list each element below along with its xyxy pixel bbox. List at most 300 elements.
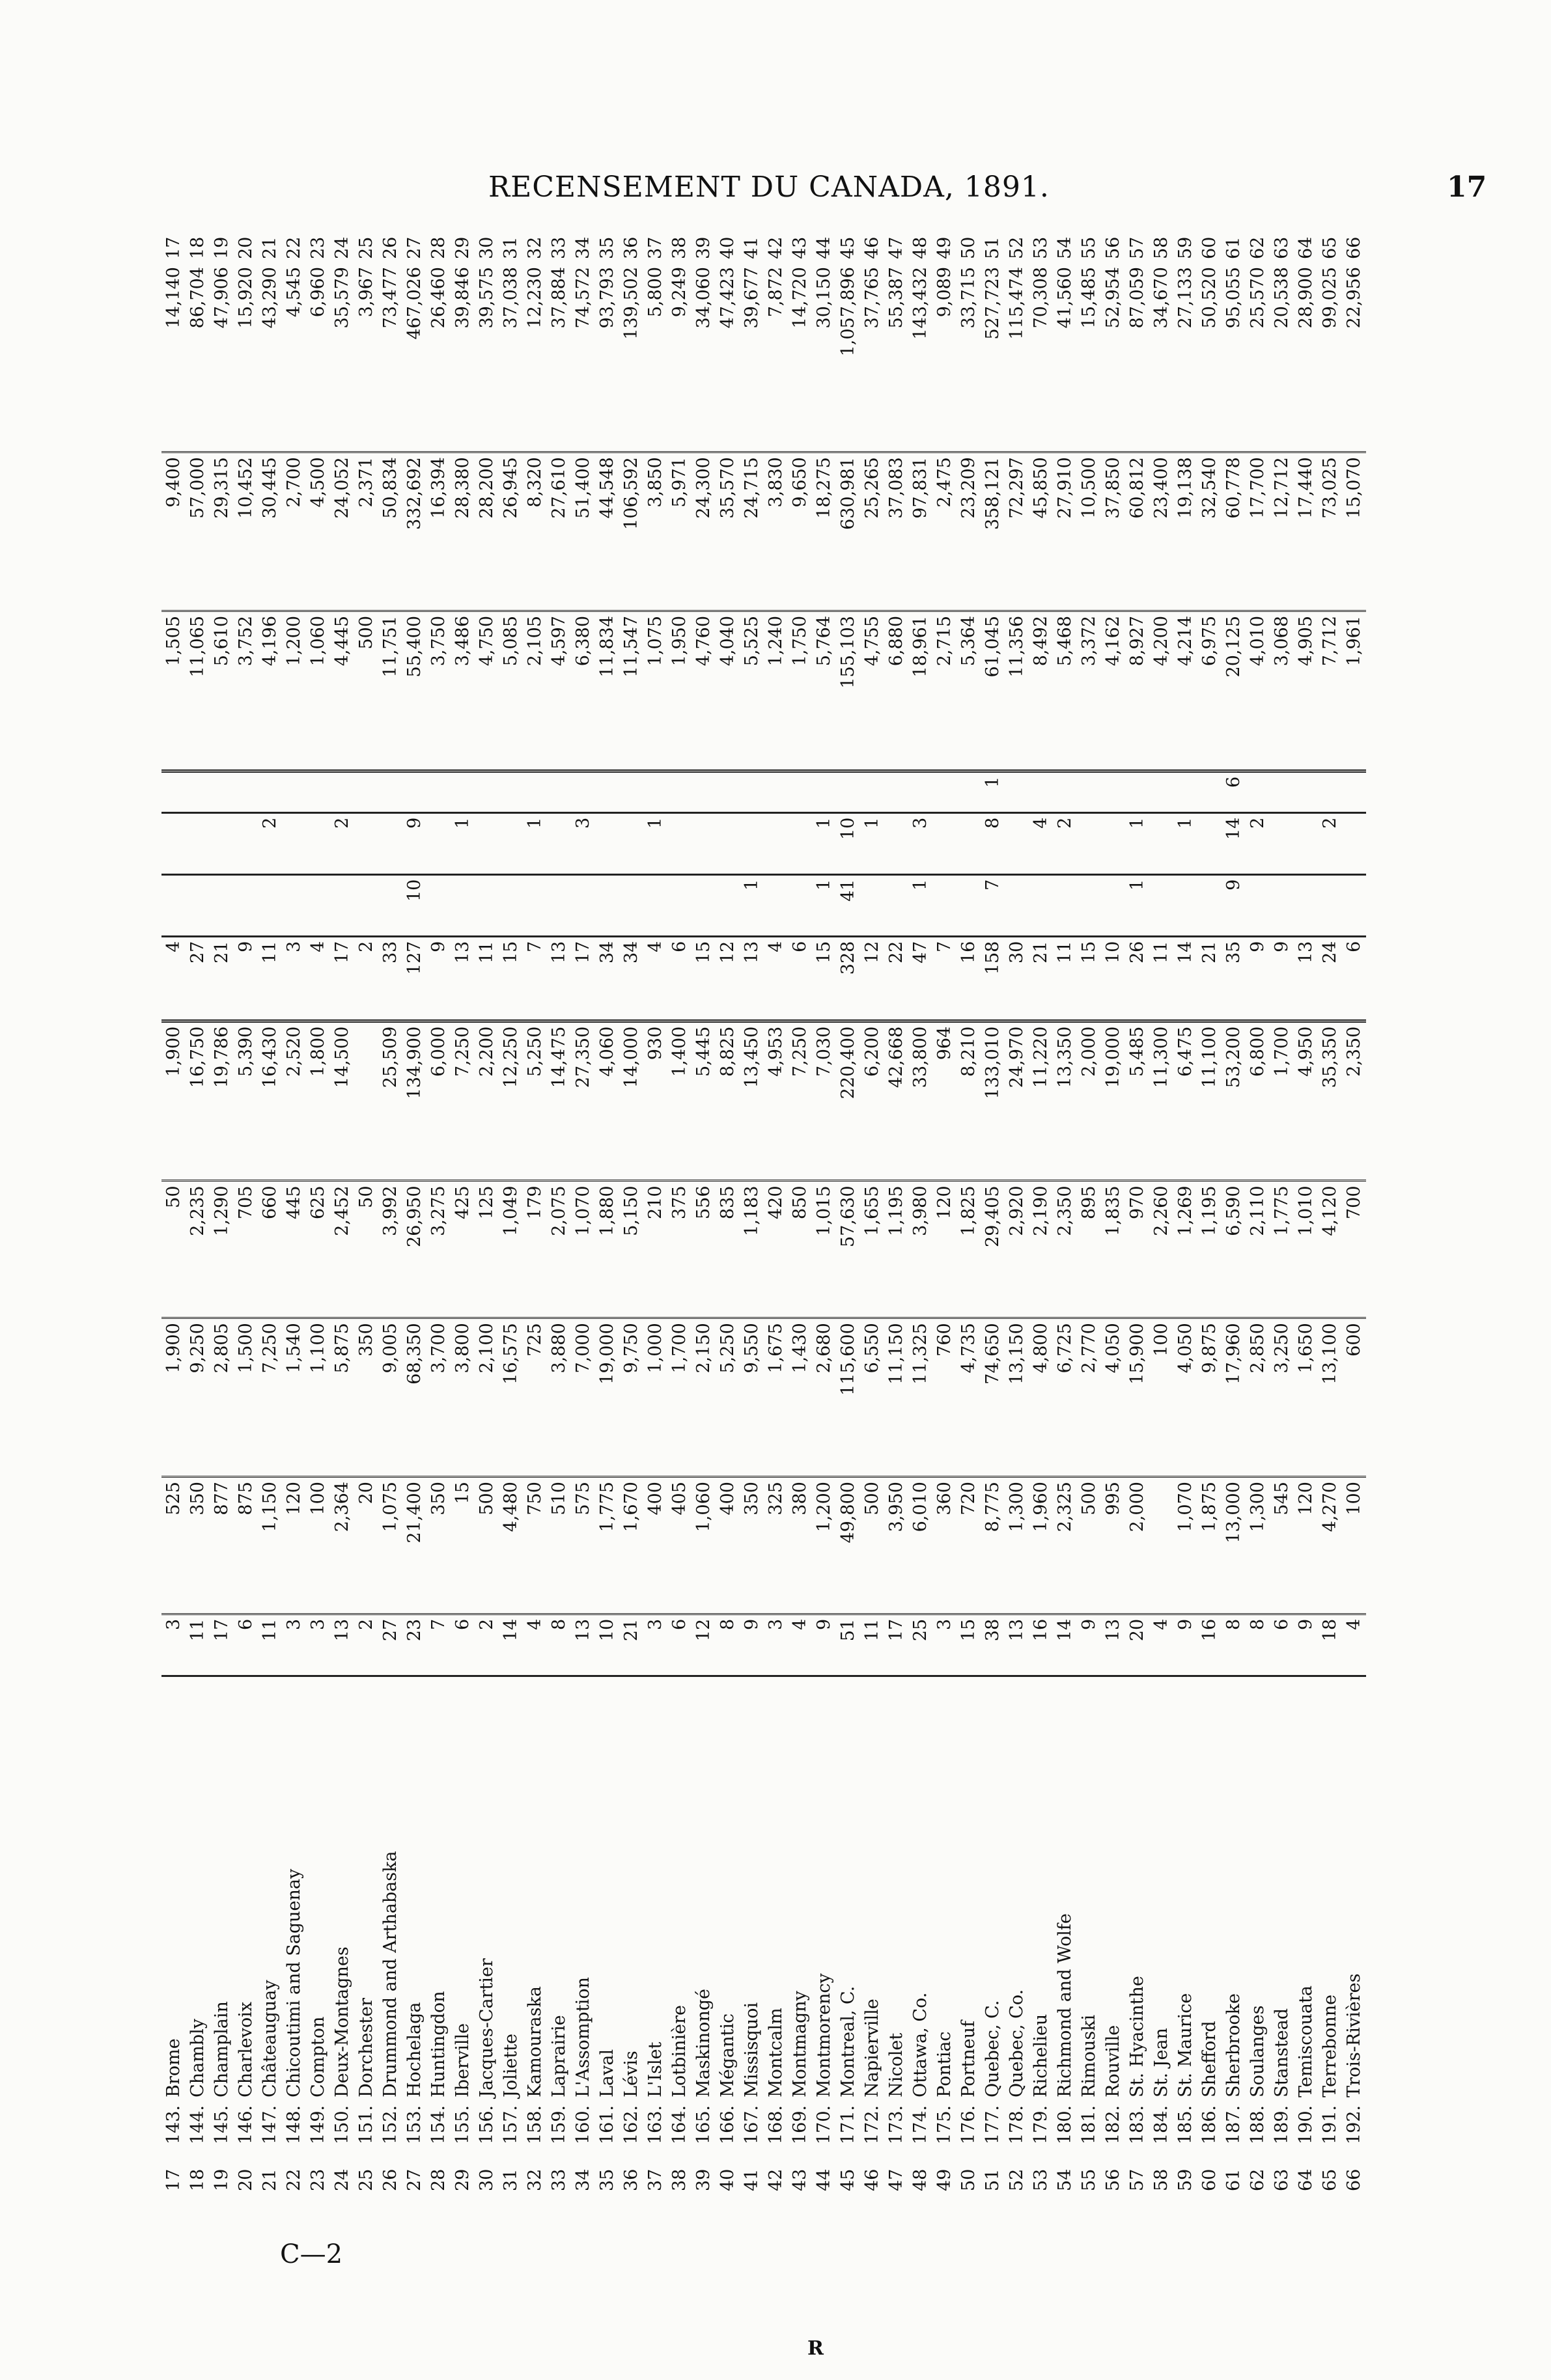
col-7 — [306, 874, 330, 936]
district-name: Montreal, C. — [838, 1986, 858, 2097]
col-8: 3 — [571, 812, 595, 874]
line-number-right: 40 — [718, 236, 738, 259]
col-8 — [234, 812, 258, 874]
col-4: 50 — [161, 1181, 186, 1318]
district-number: 156. — [477, 2105, 497, 2144]
col-11: 50,834 — [378, 452, 402, 611]
col-10: 4,010 — [1246, 611, 1270, 771]
col-11: 16,394 — [426, 452, 451, 611]
col-8: 8 — [981, 812, 1005, 874]
col-11: 29,315 — [210, 452, 234, 611]
col-11: 332,692 — [402, 452, 426, 611]
district-name: Lévis — [621, 2051, 641, 2097]
col-4: 1,195 — [1197, 1181, 1222, 1318]
col-2: 1,960 — [1029, 1477, 1053, 1614]
col-10: 3,750 — [426, 611, 451, 771]
col-3: 1,430 — [788, 1318, 812, 1477]
col-4: 1,290 — [210, 1181, 234, 1318]
col-6: 14 — [1173, 936, 1197, 1021]
col-8: 10 — [836, 812, 860, 874]
col-1: 4 — [523, 1614, 547, 1676]
district-number: 170. — [814, 2105, 834, 2144]
line-number: 49 — [934, 2168, 955, 2191]
col-12: 25,570 — [1246, 263, 1270, 452]
col-11: 45,850 — [1029, 452, 1053, 611]
col-11: 28,200 — [475, 452, 499, 611]
line-number: 55 — [1079, 2168, 1099, 2191]
col-11: 37,083 — [884, 452, 908, 611]
col-9 — [258, 771, 282, 812]
col-10: 1,950 — [667, 611, 692, 771]
line-number: 50 — [958, 2168, 979, 2191]
col-2: 995 — [1101, 1477, 1125, 1614]
col-1: 15 — [957, 1614, 981, 1676]
district-number: 148. — [284, 2105, 304, 2144]
district-number: 143. — [163, 2105, 184, 2144]
col-7 — [860, 874, 884, 936]
col-1: 13 — [1005, 1614, 1029, 1676]
table-row — [354, 216, 378, 2195]
table-row — [1342, 216, 1366, 2195]
col-6: 3 — [282, 936, 306, 1021]
col-12: 93,793 — [595, 263, 619, 452]
line-number: 40 — [718, 2168, 738, 2191]
col-2: 500 — [860, 1477, 884, 1614]
col-8: 1 — [1173, 812, 1197, 874]
district-number: 190. — [1296, 2105, 1316, 2144]
col-5: 14,000 — [619, 1021, 643, 1181]
col-6: 12 — [716, 936, 740, 1021]
col-4: 125 — [475, 1181, 499, 1318]
col-5: 2,200 — [475, 1021, 499, 1181]
col-6: 33 — [378, 936, 402, 1021]
col-2: 750 — [523, 1477, 547, 1614]
col-1: 3 — [306, 1614, 330, 1676]
col-4: 1,010 — [1294, 1181, 1318, 1318]
table-row — [1197, 216, 1222, 2195]
col-12: 14,140 — [161, 263, 186, 452]
col-3: 725 — [523, 1318, 547, 1477]
col-7 — [571, 874, 595, 936]
col-5: 2,000 — [1077, 1021, 1101, 1181]
line-number-right: 21 — [260, 236, 280, 259]
col-2: 325 — [764, 1477, 788, 1614]
col-10: 11,751 — [378, 611, 402, 771]
col-5: 6,475 — [1173, 1021, 1197, 1181]
col-6: 47 — [908, 936, 932, 1021]
col-7 — [1318, 874, 1342, 936]
line-number-right: 33 — [549, 236, 569, 259]
col-2: 360 — [932, 1477, 957, 1614]
col-4: 3,275 — [426, 1181, 451, 1318]
col-1: 14 — [1053, 1614, 1077, 1676]
col-9 — [354, 771, 378, 812]
col-3: 9,550 — [740, 1318, 764, 1477]
line-number-right: 64 — [1296, 236, 1316, 259]
col-11: 358,121 — [981, 452, 1005, 611]
district-name: Compton — [308, 2016, 328, 2097]
line-number-right: 45 — [838, 236, 858, 259]
district-name: Drummond and Arthabaska — [380, 1851, 400, 2097]
col-7 — [1053, 874, 1077, 936]
col-2: 49,800 — [836, 1477, 860, 1614]
col-3: 4,050 — [1101, 1318, 1125, 1477]
col-8: 2 — [258, 812, 282, 874]
col-1: 21 — [619, 1614, 643, 1676]
table-row — [884, 216, 908, 2195]
table-row — [258, 216, 282, 2195]
table-row — [282, 216, 306, 2195]
col-7 — [547, 874, 571, 936]
col-11: 10,500 — [1077, 452, 1101, 611]
table-row — [692, 216, 716, 2195]
census-table-body — [161, 216, 1366, 2195]
line-number: 22 — [284, 2168, 304, 2191]
col-4: 2,920 — [1005, 1181, 1029, 1318]
col-1: 8 — [1246, 1614, 1270, 1676]
line-number-right: 47 — [886, 236, 906, 259]
line-number: 63 — [1272, 2168, 1292, 2191]
line-number-right: 41 — [742, 236, 762, 259]
col-1: 27 — [378, 1614, 402, 1676]
col-5: 11,300 — [1149, 1021, 1173, 1181]
col-9 — [1197, 771, 1222, 812]
line-number: 48 — [910, 2168, 930, 2191]
col-6: 11 — [475, 936, 499, 1021]
col-1: 8 — [1222, 1614, 1246, 1676]
district-number: 189. — [1272, 2105, 1292, 2144]
col-7 — [378, 874, 402, 936]
col-12: 87,059 — [1125, 263, 1149, 452]
line-number-right: 31 — [501, 236, 521, 259]
line-number-right: 26 — [380, 236, 400, 259]
col-8 — [788, 812, 812, 874]
col-9 — [426, 771, 451, 812]
col-11: 5,971 — [667, 452, 692, 611]
line-number: 28 — [428, 2168, 449, 2191]
col-2: 15 — [451, 1477, 475, 1614]
col-9 — [692, 771, 716, 812]
col-5: 53,200 — [1222, 1021, 1246, 1181]
table-row — [1053, 216, 1077, 2195]
col-10: 3,486 — [451, 611, 475, 771]
line-number: 45 — [838, 2168, 858, 2191]
col-12: 50,520 — [1197, 263, 1222, 452]
col-3: 4,050 — [1173, 1318, 1197, 1477]
col-1: 8 — [716, 1614, 740, 1676]
col-7 — [619, 874, 643, 936]
col-2: 1,075 — [378, 1477, 402, 1614]
col-9 — [1077, 771, 1101, 812]
col-10: 1,240 — [764, 611, 788, 771]
col-7 — [210, 874, 234, 936]
sheet-signature: C—2 — [280, 2239, 343, 2269]
col-11: 25,265 — [860, 452, 884, 611]
col-6: 6 — [788, 936, 812, 1021]
col-2: 2,325 — [1053, 1477, 1077, 1614]
col-10: 4,597 — [547, 611, 571, 771]
line-number: 20 — [236, 2168, 256, 2191]
col-6: 7 — [523, 936, 547, 1021]
district-name: Missisquoi — [742, 2002, 762, 2097]
district-number: 149. — [308, 2105, 328, 2144]
line-number: 62 — [1248, 2168, 1268, 2191]
col-7 — [1101, 874, 1125, 936]
district-name: Portneuf — [958, 2021, 979, 2097]
col-11: 2,371 — [354, 452, 378, 611]
col-1: 9 — [1077, 1614, 1101, 1676]
line-number-right: 62 — [1248, 236, 1268, 259]
table-row — [330, 216, 354, 2195]
line-number: 64 — [1296, 2168, 1316, 2191]
col-4: 29,405 — [981, 1181, 1005, 1318]
col-12: 37,765 — [860, 263, 884, 452]
col-8 — [186, 812, 210, 874]
col-6: 9 — [426, 936, 451, 1021]
district-number: 185. — [1175, 2105, 1195, 2144]
col-6: 13 — [740, 936, 764, 1021]
col-3: 100 — [1149, 1318, 1173, 1477]
line-number-right: 39 — [693, 236, 714, 259]
district-number: 165. — [693, 2105, 714, 2144]
col-2: 1,775 — [595, 1477, 619, 1614]
col-10: 20,125 — [1222, 611, 1246, 771]
line-number: 52 — [1007, 2168, 1027, 2191]
col-1: 14 — [499, 1614, 523, 1676]
col-12: 143,432 — [908, 263, 932, 452]
col-4: 2,452 — [330, 1181, 354, 1318]
line-number: 47 — [886, 2168, 906, 2191]
col-7 — [258, 874, 282, 936]
col-3: 5,250 — [716, 1318, 740, 1477]
col-6: 15 — [1077, 936, 1101, 1021]
col-7 — [788, 874, 812, 936]
line-number: 65 — [1320, 2168, 1340, 2191]
district-number: 158. — [525, 2105, 545, 2144]
col-2: 350 — [426, 1477, 451, 1614]
col-11: 28,380 — [451, 452, 475, 611]
col-3: 2,150 — [692, 1318, 716, 1477]
col-8 — [764, 812, 788, 874]
district-number: 176. — [958, 2105, 979, 2144]
line-number: 56 — [1103, 2168, 1123, 2191]
col-10: 1,200 — [282, 611, 306, 771]
district-name: Rimouski — [1079, 2014, 1099, 2097]
col-10: 7,712 — [1318, 611, 1342, 771]
col-11: 17,700 — [1246, 452, 1270, 611]
col-12: 47,423 — [716, 263, 740, 452]
col-2: 575 — [571, 1477, 595, 1614]
col-9 — [330, 771, 354, 812]
col-2: 100 — [1342, 1477, 1366, 1614]
col-9 — [1318, 771, 1342, 812]
line-number: 66 — [1344, 2168, 1364, 2191]
district-name: Richmond and Wolfe — [1055, 1913, 1075, 2097]
line-number: 38 — [669, 2168, 690, 2191]
col-8 — [161, 812, 186, 874]
table-row — [932, 216, 957, 2195]
line-number-right: 53 — [1031, 236, 1051, 259]
col-1: 3 — [282, 1614, 306, 1676]
col-9 — [1005, 771, 1029, 812]
col-5: 6,200 — [860, 1021, 884, 1181]
district-name: Sherbrooke — [1223, 1993, 1244, 2097]
district-number: 179. — [1031, 2105, 1051, 2144]
col-11: 18,275 — [812, 452, 836, 611]
table-row — [1029, 216, 1053, 2195]
district-number: 183. — [1127, 2105, 1147, 2144]
page-header-title: RECENSEMENT DU CANADA, 1891. — [488, 171, 1050, 204]
col-7 — [692, 874, 716, 936]
col-11: 2,700 — [282, 452, 306, 611]
col-10: 1,060 — [306, 611, 330, 771]
col-11: 630,981 — [836, 452, 860, 611]
col-10: 5,085 — [499, 611, 523, 771]
col-8 — [547, 812, 571, 874]
col-6: 21 — [1197, 936, 1222, 1021]
col-12: 139,502 — [619, 263, 643, 452]
col-10: 4,214 — [1173, 611, 1197, 771]
col-1: 4 — [788, 1614, 812, 1676]
col-5: 14,500 — [330, 1021, 354, 1181]
line-number-right: 52 — [1007, 236, 1027, 259]
col-8 — [426, 812, 451, 874]
col-12: 39,677 — [740, 263, 764, 452]
line-number-right: 42 — [766, 236, 786, 259]
col-4: 835 — [716, 1181, 740, 1318]
col-5: 24,970 — [1005, 1021, 1029, 1181]
col-2: 1,300 — [1005, 1477, 1029, 1614]
col-2: 13,000 — [1222, 1477, 1246, 1614]
col-4: 375 — [667, 1181, 692, 1318]
district-number: 169. — [790, 2105, 810, 2144]
line-number: 36 — [621, 2168, 641, 2191]
table-row — [571, 216, 595, 2195]
district-name: Maskinongé — [693, 1988, 714, 2097]
col-2 — [1149, 1477, 1173, 1614]
line-number-right: 54 — [1055, 236, 1075, 259]
district-number: 175. — [934, 2105, 955, 2144]
col-4: 1,775 — [1270, 1181, 1294, 1318]
col-3: 7,250 — [258, 1318, 282, 1477]
col-3: 1,540 — [282, 1318, 306, 1477]
col-6: 9 — [1246, 936, 1270, 1021]
line-number: 60 — [1199, 2168, 1220, 2191]
col-4: 1,070 — [571, 1181, 595, 1318]
col-8: 2 — [1053, 812, 1077, 874]
col-3: 3,880 — [547, 1318, 571, 1477]
district-name: Châteauguay — [260, 1980, 280, 2097]
col-12: 26,460 — [426, 263, 451, 452]
col-2: 350 — [740, 1477, 764, 1614]
col-9 — [571, 771, 595, 812]
col-2: 405 — [667, 1477, 692, 1614]
col-9 — [234, 771, 258, 812]
col-5: 25,509 — [378, 1021, 402, 1181]
col-5: 6,000 — [426, 1021, 451, 1181]
col-7 — [957, 874, 981, 936]
col-2: 400 — [716, 1477, 740, 1614]
col-10: 18,961 — [908, 611, 932, 771]
col-1: 6 — [451, 1614, 475, 1676]
col-8 — [1077, 812, 1101, 874]
col-3: 600 — [1342, 1318, 1366, 1477]
table-row — [643, 216, 667, 2195]
col-11: 2,475 — [932, 452, 957, 611]
district-name: Charlevoix — [236, 2001, 256, 2097]
col-9 — [402, 771, 426, 812]
col-7 — [1077, 874, 1101, 936]
col-5: 19,786 — [210, 1021, 234, 1181]
page-number: 17 — [1447, 171, 1487, 204]
col-3: 1,500 — [234, 1318, 258, 1477]
district-name: Temiscouata — [1296, 1986, 1316, 2097]
col-8: 1 — [451, 812, 475, 874]
district-number: 168. — [766, 2105, 786, 2144]
col-1: 6 — [1270, 1614, 1294, 1676]
col-2: 500 — [475, 1477, 499, 1614]
col-4: 1,183 — [740, 1181, 764, 1318]
col-8 — [619, 812, 643, 874]
line-number: 41 — [742, 2168, 762, 2191]
table-row — [210, 216, 234, 2195]
line-number: 21 — [260, 2168, 280, 2191]
col-6: 158 — [981, 936, 1005, 1021]
col-8 — [210, 812, 234, 874]
district-number: 177. — [983, 2105, 1003, 2144]
col-6: 35 — [1222, 936, 1246, 1021]
line-number: 61 — [1223, 2168, 1244, 2191]
col-12: 70,308 — [1029, 263, 1053, 452]
district-number: 152. — [380, 2105, 400, 2144]
col-5: 7,250 — [788, 1021, 812, 1181]
col-8 — [957, 812, 981, 874]
line-number: 35 — [597, 2168, 617, 2191]
table-row — [812, 216, 836, 2195]
col-3: 19,000 — [595, 1318, 619, 1477]
col-12: 4,545 — [282, 263, 306, 452]
col-5: 1,400 — [667, 1021, 692, 1181]
line-number-right: 36 — [621, 236, 641, 259]
table-row — [740, 216, 764, 2195]
col-12: 6,960 — [306, 263, 330, 452]
col-8: 2 — [1318, 812, 1342, 874]
col-5: 134,900 — [402, 1021, 426, 1181]
col-12: 27,133 — [1173, 263, 1197, 452]
col-1: 8 — [547, 1614, 571, 1676]
col-2: 1,150 — [258, 1477, 282, 1614]
col-9 — [475, 771, 499, 812]
col-5: 11,220 — [1029, 1021, 1053, 1181]
table-row — [161, 216, 186, 2195]
col-6: 11 — [1149, 936, 1173, 1021]
col-4: 2,260 — [1149, 1181, 1173, 1318]
line-number-right: 19 — [212, 236, 232, 259]
table-row — [836, 216, 860, 2195]
col-3: 1,675 — [764, 1318, 788, 1477]
col-5: 13,450 — [740, 1021, 764, 1181]
col-8 — [1149, 812, 1173, 874]
col-2: 525 — [161, 1477, 186, 1614]
line-number-right: 65 — [1320, 236, 1340, 259]
col-3: 3,800 — [451, 1318, 475, 1477]
col-5: 13,350 — [1053, 1021, 1077, 1181]
col-7 — [330, 874, 354, 936]
district-number: 186. — [1199, 2105, 1220, 2144]
table-row — [306, 216, 330, 2195]
line-number-right: 50 — [958, 236, 979, 259]
line-number: 32 — [525, 2168, 545, 2191]
